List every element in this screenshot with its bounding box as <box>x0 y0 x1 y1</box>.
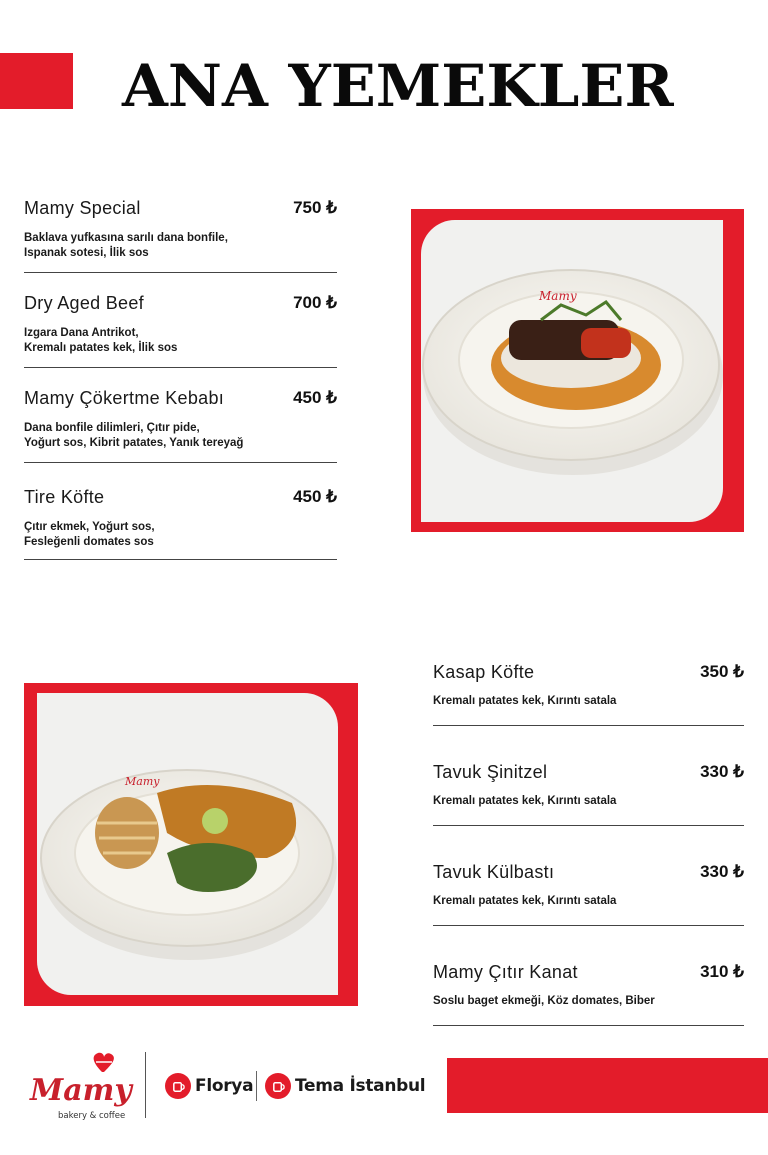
item-price: 750 ₺ <box>293 198 337 217</box>
brand-logo <box>28 1050 138 1122</box>
item-name: Mamy Çıtır Kanat <box>433 962 578 982</box>
item-price: 330 ₺ <box>700 862 744 881</box>
branch-label: Florya <box>195 1076 254 1096</box>
coffee-cup-icon <box>165 1073 191 1099</box>
item-description: Soslu baget ekmeği, Köz domates, Biber <box>433 995 655 1007</box>
item-description: Kremalı patates kek, Kırıntı satala <box>433 895 617 907</box>
item-description: Çıtır ekmek, Yoğurt sos, Fesleğenli domates sos <box>24 521 155 548</box>
menu-item <box>24 198 337 293</box>
divider <box>433 1025 744 1026</box>
red-accent-tab <box>0 53 73 109</box>
menu-right <box>433 662 744 1032</box>
menu-item <box>24 388 337 487</box>
divider <box>433 725 744 726</box>
logo-wordmark: Mamy <box>30 1073 132 1108</box>
divider <box>24 559 337 560</box>
dish-image <box>421 220 723 522</box>
item-description: Baklava yufkasına sarılı dana bonfile, Ispanak sotesi, İlik sos <box>24 232 228 259</box>
plate-illustration <box>37 693 338 995</box>
item-price: 450 ₺ <box>293 388 337 407</box>
item-description: Kremalı patates kek, Kırıntı satala <box>433 795 617 807</box>
dish-image <box>37 693 338 995</box>
heart-icon <box>28 1050 138 1122</box>
footer-divider <box>145 1052 146 1118</box>
divider <box>433 925 744 926</box>
divider <box>24 272 337 273</box>
page-title: ANA YEMEKLER <box>122 52 674 120</box>
branch-tema-istanbul <box>265 1073 425 1099</box>
coffee-cup-icon <box>265 1073 291 1099</box>
menu-item <box>433 662 744 762</box>
item-name: Dry Aged Beef <box>24 293 144 313</box>
item-name: Tire Köfte <box>24 487 105 507</box>
divider <box>24 462 337 463</box>
item-price: 700 ₺ <box>293 293 337 312</box>
item-price: 350 ₺ <box>700 662 744 681</box>
branch-florya <box>165 1073 253 1099</box>
menu-left <box>24 198 337 582</box>
svg-text:Mamy: Mamy <box>125 775 160 788</box>
item-name: Tavuk Şinitzel <box>433 762 548 782</box>
item-name: Mamy Special <box>24 198 141 218</box>
menu-item <box>24 487 337 582</box>
menu-item <box>433 862 744 962</box>
divider <box>433 825 744 826</box>
divider <box>24 367 337 368</box>
item-price: 450 ₺ <box>293 487 337 506</box>
logo-tagline: bakery & coffee <box>58 1111 126 1121</box>
plate-illustration <box>421 220 723 522</box>
item-price: 310 ₺ <box>700 962 744 981</box>
menu-item <box>433 962 744 1032</box>
item-description: Izgara Dana Antrikot, Kremalı patates kek, İlik sos <box>24 327 178 354</box>
item-price: 330 ₺ <box>700 762 744 781</box>
red-accent-bar <box>447 1058 768 1113</box>
branch-separator <box>256 1071 257 1101</box>
item-description: Kremalı patates kek, Kırıntı satala <box>433 695 617 707</box>
item-name: Kasap Köfte <box>433 662 535 682</box>
menu-item <box>433 762 744 862</box>
item-description: Dana bonfile dilimleri, Çıtır pide, Yoğurt sos, Kibrit patates, Yanık tereyağ <box>24 422 244 449</box>
item-name: Mamy Çökertme Kebabı <box>24 388 225 408</box>
branch-label: Tema İstanbul <box>295 1076 426 1096</box>
item-name: Tavuk Külbastı <box>433 862 555 882</box>
svg-text:Mamy: Mamy <box>539 289 577 303</box>
menu-item <box>24 293 337 388</box>
